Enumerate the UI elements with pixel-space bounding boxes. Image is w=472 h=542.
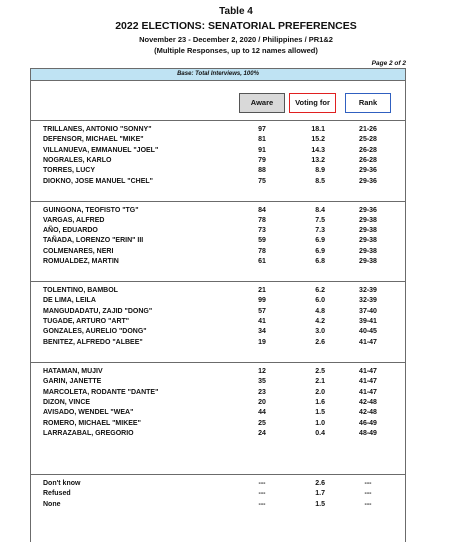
candidate-name: GONZALES, AURELIO "DONG" (43, 328, 147, 336)
voting-for-value: 8.4 (315, 206, 325, 214)
table-row (31, 377, 405, 387)
aware-value: 75 (258, 177, 266, 185)
subtitle: November 23 - December 2, 2020 / Philippines / PR1&2 (139, 35, 333, 44)
aware-value: 91 (258, 146, 266, 154)
voting-for-value: 8.9 (315, 167, 325, 175)
candidate-name: TOLENTINO, BAMBOL (43, 287, 118, 294)
voting-for-value: 0.4 (315, 429, 325, 437)
table-row (31, 216, 405, 226)
group-divider (31, 362, 405, 363)
candidate-name: ROMERO, MICHAEL "MIKEE" (43, 419, 141, 427)
candidate-name: TRILLANES, ANTONIO "SONNY" (43, 126, 152, 133)
rank-value: 29-38 (359, 237, 377, 245)
group-divider (31, 201, 405, 202)
voting-for-value: 1.7 (315, 490, 325, 498)
table-row (31, 398, 405, 408)
candidate-name: NOGRALES, KARLO (43, 156, 112, 164)
aware-value: 24 (258, 429, 266, 437)
aware-value: 99 (258, 297, 266, 305)
rank-value: 42-48 (359, 409, 377, 417)
group-divider (31, 474, 405, 475)
candidate-name: VARGAS, ALFRED (43, 216, 105, 224)
aware-value: 59 (258, 237, 266, 245)
table-row (31, 146, 405, 156)
table-label: Table 4 (219, 6, 253, 17)
rank-value: 26-28 (359, 146, 377, 154)
table-row (31, 286, 405, 296)
rank-value: 32-39 (359, 297, 377, 305)
voting-for-value: 2.0 (315, 388, 325, 396)
table-row (31, 177, 405, 187)
candidate-name: DE LIMA, LEILA (43, 297, 96, 305)
voting-for-value: 2.1 (315, 378, 325, 386)
column-header-aware: Aware (239, 93, 285, 113)
aware-value: 73 (258, 227, 266, 235)
candidate-name: MARCOLETA, RODANTE "DANTE" (43, 388, 159, 396)
voting-for-value: 1.6 (315, 398, 325, 406)
rank-value: --- (364, 480, 372, 487)
page-title: 2022 ELECTIONS: SENATORIAL PREFERENCES (115, 20, 357, 32)
table-row (31, 429, 405, 439)
voting-for-value: 2.6 (315, 480, 325, 487)
aware-value: 41 (258, 317, 266, 325)
rank-value: --- (364, 500, 372, 508)
aware-value: 79 (258, 156, 266, 164)
voting-for-value: 2.5 (315, 368, 325, 375)
aware-value: 23 (258, 388, 266, 396)
table-row (31, 388, 405, 398)
rank-value: 32-39 (359, 287, 377, 294)
candidate-name: GARIN, JANETTE (43, 378, 102, 386)
rank-value: 29-36 (359, 167, 377, 175)
candidate-name: AVISADO, WENDEL "WEA" (43, 409, 134, 417)
rank-value: 37-40 (359, 307, 377, 315)
voting-for-value: 6.9 (315, 237, 325, 245)
rank-value: 48-49 (359, 429, 377, 437)
rank-value: 29-38 (359, 258, 377, 265)
candidate-name: TORRES, LUCY (43, 167, 95, 175)
rank-value: 40-45 (359, 328, 377, 336)
table-row (31, 236, 405, 246)
voting-for-value: 3.0 (315, 328, 325, 336)
candidate-name: TUGADE, ARTURO "ART" (43, 317, 130, 325)
aware-value: 78 (258, 247, 266, 255)
base-banner: Base: Total Interviews, 100% (31, 69, 405, 81)
aware-value: --- (258, 500, 266, 508)
voting-for-value: 6.2 (315, 287, 325, 294)
aware-value: 88 (258, 167, 266, 175)
voting-for-value: 6.9 (315, 247, 325, 255)
candidate-name: GUINGONA, TEOFISTO "TG" (43, 206, 139, 214)
table-row (31, 247, 405, 257)
rank-value: 29-38 (359, 247, 377, 255)
table-row (31, 500, 405, 510)
candidate-name: DIZON, VINCE (43, 398, 91, 406)
voting-for-value: 7.3 (315, 227, 325, 235)
voting-for-value: 2.6 (315, 338, 325, 346)
aware-value: --- (258, 490, 266, 498)
rank-value: 29-36 (359, 177, 377, 185)
table-row (31, 419, 405, 429)
aware-value: 34 (258, 328, 266, 336)
candidate-name: COLMENARES, NERI (43, 247, 114, 255)
voting-for-value: 6.8 (315, 258, 325, 265)
rank-value: 42-48 (359, 398, 377, 406)
rank-value: 29-38 (359, 227, 377, 235)
table-row (31, 479, 405, 489)
voting-for-value: 6.0 (315, 297, 325, 305)
rank-value: 41-47 (359, 378, 377, 386)
note: (Multiple Responses, up to 12 names allowed) (154, 46, 318, 55)
aware-value: 12 (258, 368, 266, 375)
rank-value: 41-47 (359, 338, 377, 346)
aware-value: 61 (258, 258, 266, 265)
rank-value: 41-47 (359, 368, 377, 375)
voting-for-value: 7.5 (315, 216, 325, 224)
table-row (31, 166, 405, 176)
candidate-name: VILLANUEVA, EMMANUEL "JOEL" (43, 146, 159, 154)
rank-value: 41-47 (359, 388, 377, 396)
voting-for-value: 8.5 (315, 177, 325, 185)
table-row (31, 367, 405, 377)
rank-value: 29-38 (359, 216, 377, 224)
rank-value: 46-49 (359, 419, 377, 427)
aware-value: --- (258, 480, 266, 487)
candidate-name: TAÑADA, LORENZO "ERIN" III (43, 237, 144, 245)
aware-value: 44 (258, 409, 266, 417)
candidate-name: AÑO, EDUARDO (43, 227, 98, 235)
aware-value: 84 (258, 206, 266, 214)
candidate-name: None (43, 500, 61, 508)
rank-value: 29-36 (359, 206, 377, 214)
voting-for-value: 1.5 (315, 409, 325, 417)
table-row (31, 489, 405, 499)
column-header-voting-for: Voting for (289, 93, 336, 113)
voting-for-value: 15.2 (311, 136, 325, 144)
voting-for-value: 1.0 (315, 419, 325, 427)
table-row (31, 296, 405, 306)
candidate-name: BENITEZ, ALFREDO "ALBEE" (43, 338, 143, 346)
page-number: Page 2 of 2 (371, 60, 406, 67)
rank-value: 21-26 (359, 126, 377, 133)
voting-for-value: 4.8 (315, 307, 325, 315)
table-row (31, 307, 405, 317)
candidate-name: Refused (43, 490, 71, 498)
candidate-name: ROMUALDEZ, MARTIN (43, 258, 119, 265)
group-divider (31, 120, 405, 121)
aware-value: 78 (258, 216, 266, 224)
table-row (31, 338, 405, 348)
aware-value: 97 (258, 126, 266, 133)
voting-for-value: 4.2 (315, 317, 325, 325)
rank-value: --- (364, 490, 372, 498)
column-header-rank: Rank (345, 93, 391, 113)
candidate-name: Don't know (43, 480, 81, 487)
voting-for-value: 13.2 (311, 156, 325, 164)
table-row (31, 317, 405, 327)
candidate-name: DIOKNO, JOSE MANUEL "CHEL" (43, 177, 153, 185)
table-row (31, 156, 405, 166)
voting-for-value: 14.3 (311, 146, 325, 154)
table-row (31, 226, 405, 236)
aware-value: 20 (258, 398, 266, 406)
candidate-name: DEFENSOR, MICHAEL "MIKE" (43, 136, 144, 144)
table-row (31, 206, 405, 216)
aware-value: 25 (258, 419, 266, 427)
aware-value: 81 (258, 136, 266, 144)
group-divider (31, 281, 405, 282)
table-row (31, 408, 405, 418)
voting-for-value: 18.1 (311, 126, 325, 133)
rank-value: 26-28 (359, 156, 377, 164)
table-row (31, 257, 405, 267)
candidate-name: MANGUDADATU, ZAJID "DONG" (43, 307, 153, 315)
table-row (31, 327, 405, 337)
rank-value: 39-41 (359, 317, 377, 325)
table-row (31, 135, 405, 145)
voting-for-value: 1.5 (315, 500, 325, 508)
table-row (31, 125, 405, 135)
aware-value: 19 (258, 338, 266, 346)
rank-value: 25-28 (359, 136, 377, 144)
candidate-name: HATAMAN, MUJIV (43, 368, 103, 375)
aware-value: 35 (258, 378, 266, 386)
aware-value: 21 (258, 287, 266, 294)
aware-value: 57 (258, 307, 266, 315)
results-table (30, 68, 406, 542)
candidate-name: LARRAZABAL, GREGORIO (43, 429, 134, 437)
